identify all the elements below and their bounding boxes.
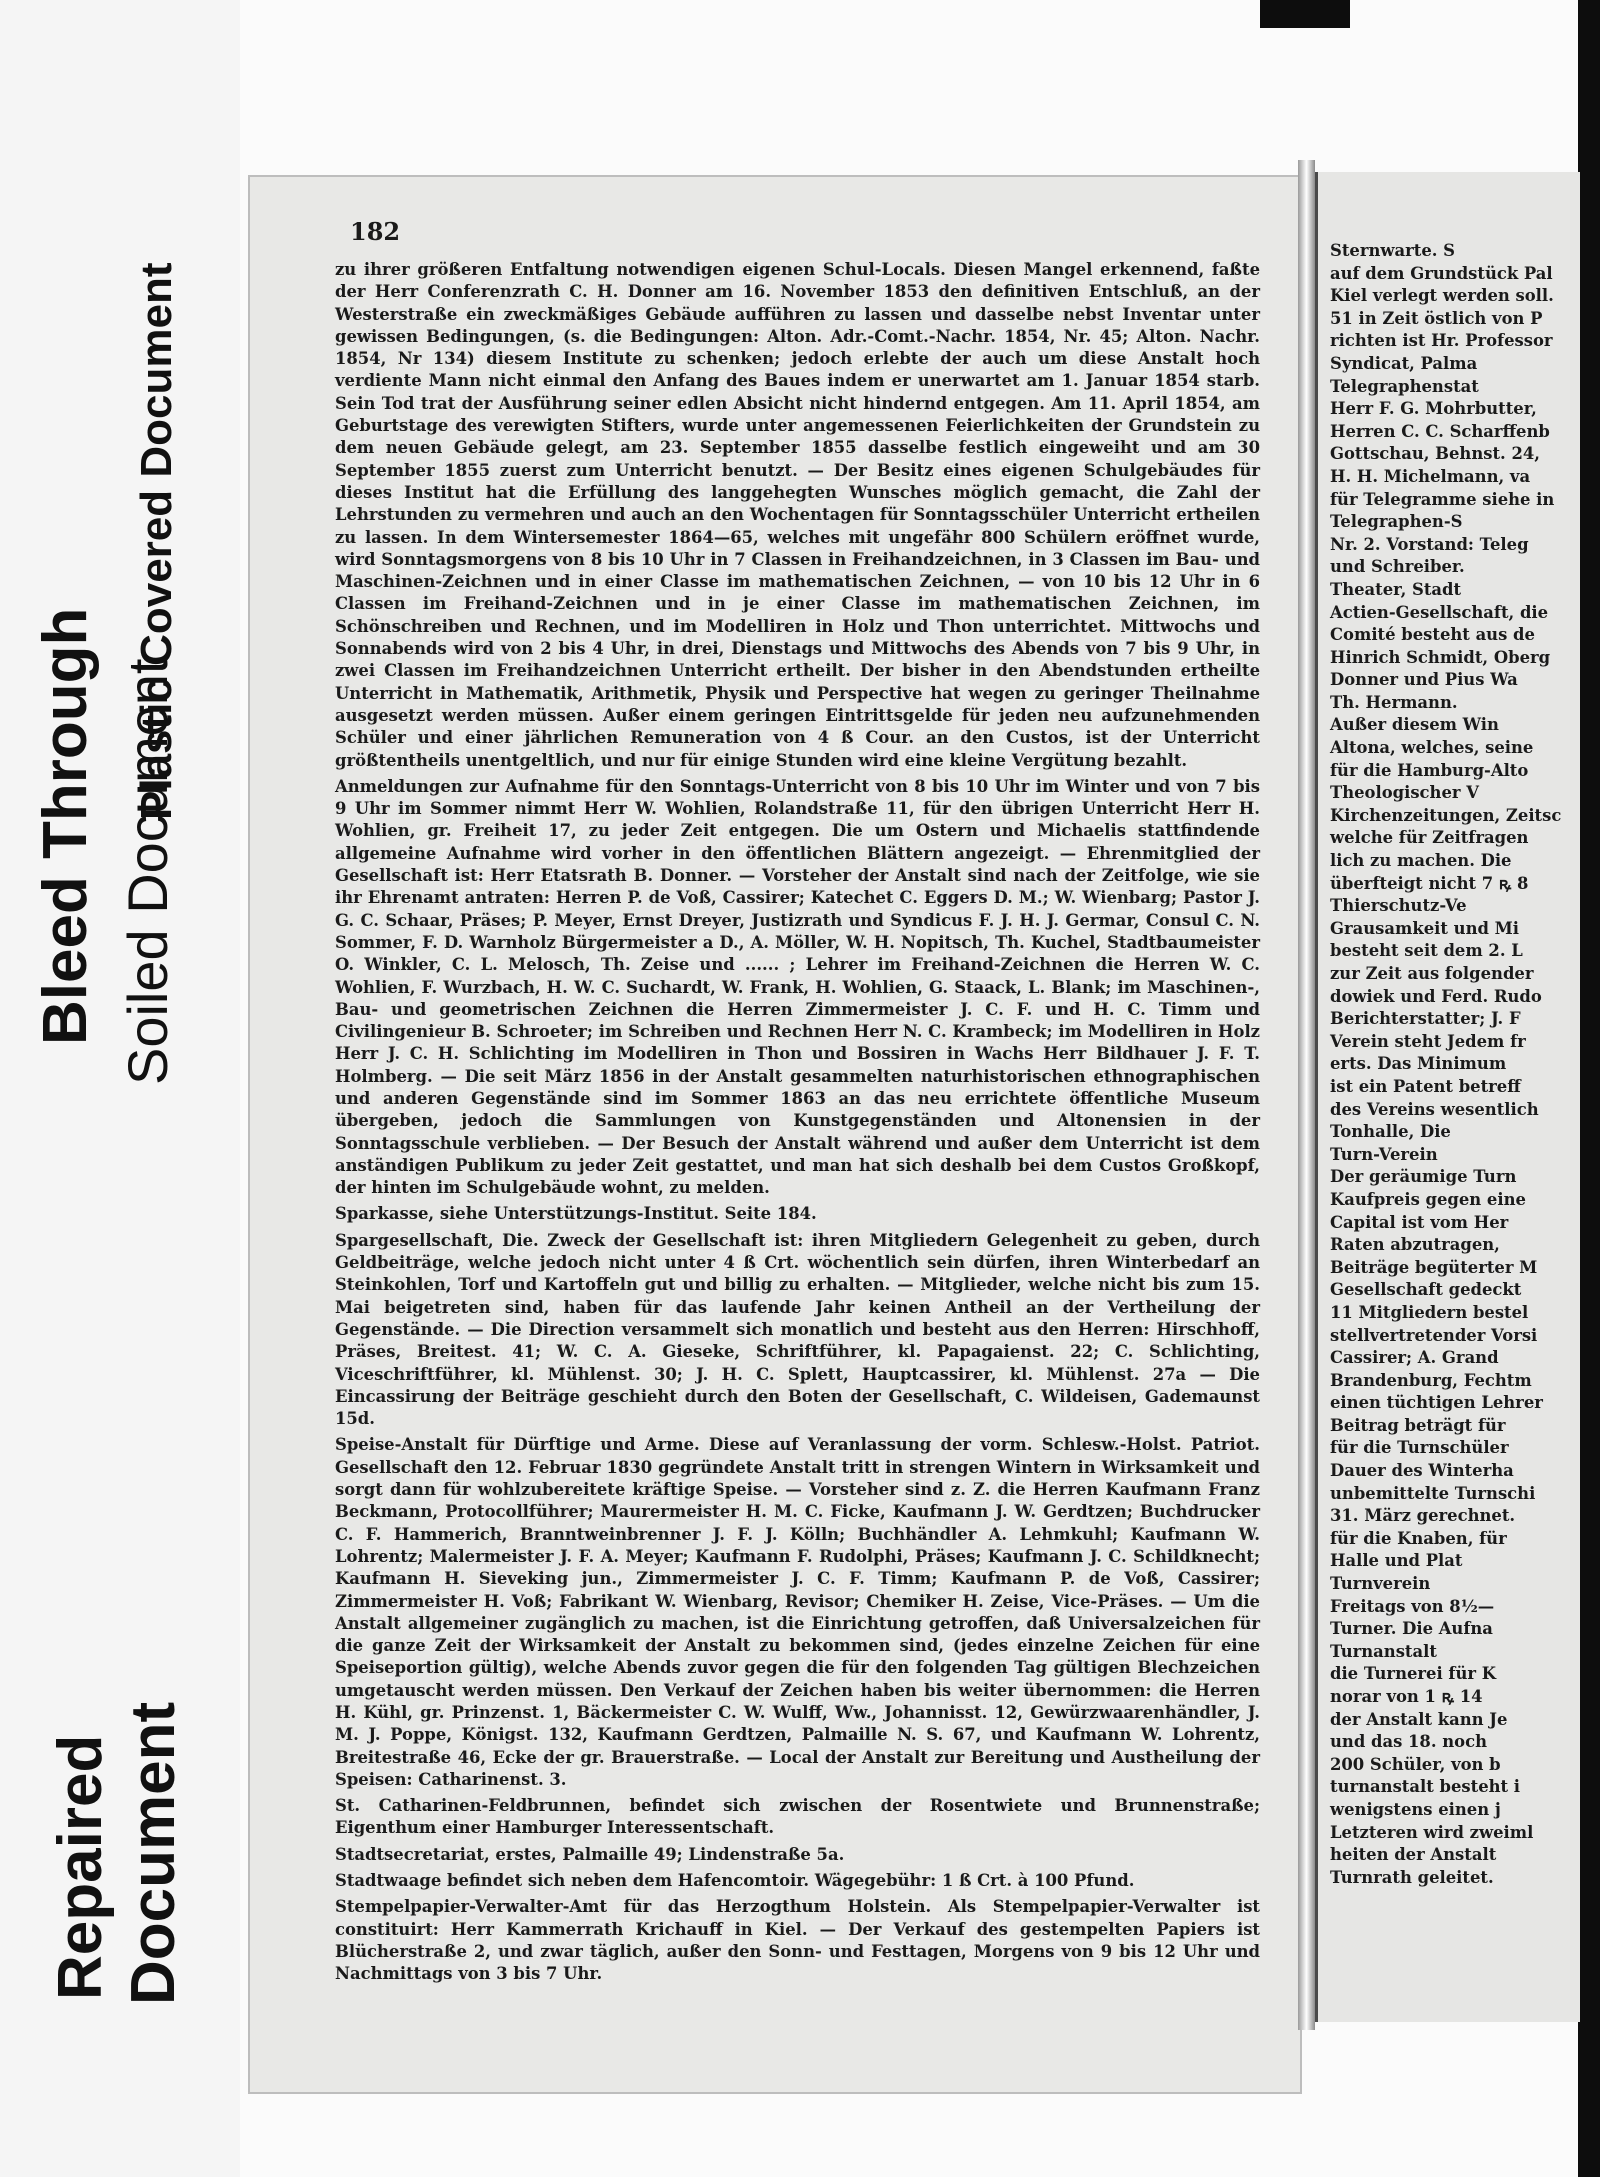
adjacent-page-line: der Anstalt kann Je — [1330, 1709, 1508, 1729]
adjacent-page-line: Freitags von 8½— — [1330, 1596, 1495, 1616]
label-column — [0, 0, 240, 2177]
adjacent-page-line: Capital ist vom Her — [1330, 1212, 1509, 1232]
adjacent-page-line: Verein steht Jedem fr — [1330, 1031, 1526, 1051]
paragraph: zu ihrer größeren Entfaltung notwendigen eigenen Schul-Locals. Diesen Mangel erkennend, faßte der Herr Conferenzrath C. H. Donner am 16. November 1853 den definitiven Entschluß, an der Westerstraße ein zweckmäßiges Gebäude aufführen zu lassen und dasselbe nebst Inventar unter gewissen Bedingungen, (s. die Bedingungen: Alton. Adr.-Comt.-Nachr. 1854, Nr. 45; Alton. Nachr. 1854, Nr 134) diesem Institute zu schenken; jedoch erlebte der auch um diese Anstalt hoch verdiente Mann nicht einmal den Anfang des Baues indem er unerwartet am 1. Januar 1854 starb. Sein Tod trat der Ausführung seiner edlen Absicht nicht hindernd entgegen. Am 11. April 1854, am Geburtstage des verewigten Stifters, wurde unter angemessenen Feierlichkeiten der Grundstein zu dem neuen Gebäude gelegt, am 23. September 1855 dasselbe festlich eingeweiht und am 30 September 1855 zuerst zum Unterricht benutzt. — Der Besitz eines eigenen Schulgebäudes für dieses Institut hat die Erfüllung des langgehegten Wunsches möglich gemacht, die Zahl der Lehrstunden zu vermehren und auch an den Wochentagen für Sonntagsschüler Unterricht ertheilen zu lassen. In dem Wintersemester 1864—65, welches mit ungefähr 800 Schülern eröffnet wurde, wird Sonntagsmorgens von 8 bis 10 Uhr in 7 Classen in Freihandzeichnen, in 3 Classen im Bau- und Maschinen-Zeichnen und in einer Classe im mathematischen Zeichnen, — von 10 bis 12 Uhr in 6 Classen im Freihand-Zeichnen und in je einer Classe im mathematischen Zeichnen, im Schönschreiben und Rechnen, und im Modelliren in Holz und Thon unterrichtet. Mittwochs und Sonnabends wird von 2 bis 4 Uhr, in drei, Dienstags und Mittwochs des Abends von 7 bis 9 Uhr, in zwei Classen im Freihandzeichnen Unterricht ertheilt. Der bisher in den Abendstunden ertheilte Unterricht in Mathematik, Arithmetik, Physik und Perspective hat wegen zu geringer Theilnahme ausgesetzt werden müssen. Außer einem geringen Eintrittsgelde für jeden neu aufzunehmenden Schüler und einer jährlichen Remuneration von 4 ß Cour. an den Custos, ist der Unterricht größtentheils unentgeltlich, und nur für einige Stunden wird eine kleine Vergütung bezahlt. — [335, 260, 1260, 770]
adjacent-page-line: 200 Schüler, von b — [1330, 1754, 1501, 1774]
adjacent-page-line: Turnverein — [1330, 1574, 1431, 1594]
adjacent-page-line: Telegraphen-S — [1330, 512, 1463, 532]
adjacent-page-line: für Telegramme siehe in — [1330, 489, 1555, 509]
adjacent-page-line: für die Knaben, für — [1330, 1528, 1507, 1548]
adjacent-page-line: Kaufpreis gegen eine — [1330, 1189, 1526, 1209]
adjacent-page-line: 11 Mitgliedern bestel — [1330, 1302, 1529, 1322]
label-document: Document — [119, 1701, 188, 2005]
adjacent-page-line: turnanstalt besteht i — [1330, 1777, 1521, 1797]
adjacent-page-line: zur Zeit aus folgender — [1330, 964, 1534, 983]
adjacent-page-line: Grausamkeit und Mi — [1330, 918, 1520, 938]
adjacent-page-line: erts. Das Minimum — [1330, 1054, 1507, 1074]
adjacent-page-line: Tonhalle, Die — [1330, 1122, 1451, 1142]
adjacent-page-line: einen tüchtigen Lehrer — [1330, 1393, 1543, 1413]
adjacent-page-line: Comité besteht aus de — [1330, 625, 1535, 645]
adjacent-page-line: 31. März gerechnet. — [1330, 1506, 1516, 1526]
adjacent-page-line: Gesellschaft gedeckt — [1330, 1280, 1522, 1300]
paragraph: Sparkasse, siehe Unterstützungs-Institut. Seite 184. — [335, 1204, 817, 1224]
adjacent-page-line: für die Hamburg-Alto — [1330, 760, 1529, 780]
adjacent-page-line: norar von 1 ꝶ 14 — [1330, 1687, 1483, 1706]
document-page — [248, 175, 1302, 2094]
page-body — [335, 259, 1260, 1990]
paragraph: Stadtwaage befindet sich neben dem Hafencomtoir. Wägegebühr: 1 ß Crt. à 100 Pfund. — [335, 1871, 1135, 1891]
adjacent-page-line: Herren C. C. Scharffenb — [1330, 421, 1550, 441]
adjacent-page-line: unbemittelte Turnschi — [1330, 1483, 1536, 1503]
paragraph: St. Catharinen-Feldbrunnen, befindet sich zwischen der Rosentwiete und Brunnenstraße; Eigenthum einer Hamburger Interessentschaft. — [335, 1796, 1260, 1838]
adjacent-page-line: und Schreiber. — [1330, 557, 1465, 577]
adjacent-page-line: ist ein Patent betreff — [1330, 1076, 1521, 1096]
adjacent-page-line: wenigstens einen j — [1330, 1799, 1501, 1819]
adjacent-page-line: Turn-Verein — [1330, 1144, 1438, 1164]
page-number: 182 — [350, 217, 401, 246]
adjacent-page-line: Th. Hermann. — [1330, 692, 1458, 712]
adjacent-page-line: Nr. 2. Vorstand: Teleg — [1330, 534, 1529, 554]
adjacent-page-line: die Turnerei für K — [1330, 1664, 1496, 1684]
label-soiled-document: Soiled Document — [116, 658, 179, 1085]
adjacent-page-line: H. H. Michelmann, va — [1330, 466, 1531, 486]
adjacent-page-line: Syndicat, Palma — [1330, 353, 1478, 373]
adjacent-page-line: Der geräumige Turn — [1330, 1167, 1517, 1187]
adjacent-page-line: Sternwarte. S — [1330, 241, 1456, 260]
adjacent-page-line: Beiträge begüterter M — [1330, 1257, 1538, 1277]
adjacent-page-line: Altona, welches, seine — [1330, 738, 1534, 758]
adjacent-page-line: Thierschutz-Ve — [1330, 896, 1467, 916]
paragraph: Stempelpapier-Verwalter-Amt für das Herzogthum Holstein. Als Stempelpapier-Verwalter ist constituirt: Herr Kammerrath Krichauff in Kiel. — Der Verkauf des gestempelten Papiers ist Blücherstraße 2, und zwar täglich, außer den Sonn- und Festtagen, Morgens von 9 bis 12 Uhr und Nachmittags von 3 bis 7 Uhr. — [335, 1897, 1260, 1984]
scanned-image — [240, 0, 1600, 2177]
adjacent-page-line: Halle und Plat — [1330, 1551, 1463, 1571]
adjacent-page-line: Herr F. G. Mohrbutter, — [1330, 399, 1537, 419]
adjacent-page-line: Letzteren wird zweiml — [1330, 1822, 1534, 1842]
adjacent-page-line: lich zu machen. Die — [1330, 851, 1512, 871]
adjacent-page-line: Theater, Stadt — [1330, 579, 1462, 599]
adjacent-page-line: Kiel verlegt werden soll. — [1330, 286, 1554, 306]
paragraph: Anmeldungen zur Aufnahme für den Sonntags-Unterricht von 8 bis 10 Uhr im Winter und von 7 bis 9 Uhr im Sommer nimmt Herr W. Wohlien, Rolandstraße 11, für den übrigen Unterricht Herr H. Wohlien, gr. Freiheit 17, zu jeder Zeit entgegen. Die um Ostern und Michaelis stattfindende allgemeine Aufnahme wird vorher in den öffentlichen Blättern angezeigt. — Ehrenmitglied der Gesellschaft ist: Herr Etatsrath B. Donner. — Vorsteher der Anstalt sind nach der Zeitfolge, wie sie ihr Ehrenamt antraten: Herren P. de Voß, Cassirer; Katechet C. Eggers D. M.; W. Wienbarg; Pastor J. G. C. Schaar, Präses; P. Meyer, Ernst Dreyer, Justizrath und Syndicus F. J. H. J. Germar, Consul C. N. Sommer, F. D. Warnholz Bürgermeister a D., A. Möller, W. H. Nopitsch, Th. Kuchel, Stadtbaumeister O. Winkler, C. L. Melosch, Th. Zeise und ...... ; Lehrer im Freihand-Zeichnen die Herren W. C. Wohlien, F. Wurzbach, H. W. C. Suchardt, W. Frank, H. Wohlien, G. Staack, L. Blank; im Maschinen-, Bau- und geometrischen Zeichnen die Herren Zimmermeister J. C. F. und H. C. Timm und Civilingenieur B. Schroeter; im Schreiben und Rechnen Herr N. C. Krambeck; im Modelliren in Holz Herr J. C. H. Schlichting im Modelliren in Thon und Bossiren in Wachs Herr Bildhauer J. F. T. Holmberg. — Die seit März 1856 in der Anstalt gesammelten naturhistorischen ethnographischen und anderen Gegenstände sind im Sommer 1863 an das neu errichtete öffentliche Museum übergeben, jedoch die Sammlungen von Kunstgegenständen und Altonensien in der Sonntagsschule verblieben. — Der Besuch der Anstalt während und außer dem Unterricht ist dem anständigen Publikum zu jeder Zeit gestattet, und man hat sich deshalb bei dem Custos Großkopf, der hinten im Schulgebäude wohnt, zu melden. — [335, 776, 1260, 1198]
page-fold — [1298, 160, 1315, 2030]
adjacent-page-line: und das 18. noch — [1330, 1732, 1487, 1752]
adjacent-page-line: Dauer des Winterha — [1330, 1461, 1514, 1481]
adjacent-page-line: Actien-Gesellschaft, die — [1330, 602, 1549, 622]
paragraph: Stadtsecretariat, erstes, Palmaille 49; Lindenstraße 5a. — [335, 1844, 845, 1864]
adjacent-page-line: dowiek und Ferd. Rudo — [1330, 986, 1542, 1006]
adjacent-page-line: des Vereins wesentlich — [1330, 1099, 1539, 1119]
paragraph: Speise-Anstalt für Dürftige und Arme. Diese auf Veranlassung der vorm. Schlesw.-Holst. Patriot. Gesellschaft den 12. Februar 1830 gegründete Anstalt tritt in strengen Wintern in Wirksamkeit und sorgt dann für wohlzubereitete kräftige Speise. — Vorsteher sind z. Z. die Herren Kaufmann Franz Beckmann, Protocollführer; Maurermeister H. M. C. Ficke, Kaufmann J. W. Gerdtzen; Buchdrucker C. F. Hammerich, Branntweinbrenner J. F. J. Kölln; Buchhändler A. Lehmkuhl; Kaufmann W. Lohrentz; Malermeister J. F. A. Meyer; Kaufmann F. Rudolphi, Präses; Kaufmann J. C. Schildknecht; Kaufmann H. Sieveking jun., Zimmermeister J. C. F. Timm; Kaufmann P. de Voß, Cassirer; Zimmermeister H. Voß; Fabrikant W. Wienbarg, Revisor; Chemiker H. Zeise, Vice-Präses. — Um die Anstalt allgemeiner zugänglich zu machen, ist die Einrichtung getroffen, daß Universalzeichen für die ganze Zeit der Wirksamkeit der Anstalt zu bekommen sind, (jedes einzelne Zeichen für eine Speiseportion gültig), welche Abends zuvor gegen die für den folgenden Tag gültigen Blechzeichen umgetauscht werden müssen. Den Verkauf der Zeichen haben bis weiter übernommen: die Herren H. Kühl, gr. Prinzenst. 1, Bäckermeister C. W. Wulff, Ww., Johannisst. 12, Gewürzwaarenhändler, J. M. J. Poppe, Königst. 132, Kaufmann Gerdtzen, Palmaille N. S. 67, und Kaufmann W. Lohrentz, Breitestraße 46, Ecke der gr. Brauerstraße. — Local der Anstalt zur Bereitung und Austheilung der Speisen: Catharinenst. 3. — [335, 1435, 1260, 1789]
adjacent-page-line: Außer diesem Win — [1330, 715, 1499, 735]
adjacent-page-line: stellvertretender Vorsi — [1330, 1325, 1538, 1345]
adjacent-page-line: überfteigt nicht 7 ꝶ 8 — [1330, 873, 1529, 893]
adjacent-page-line: besteht seit dem 2. L — [1330, 941, 1523, 961]
adjacent-page-line: richten ist Hr. Professor — [1330, 331, 1553, 351]
adjacent-page-line: Turner. Die Aufna — [1330, 1619, 1493, 1639]
scan-dark-edge-top — [1260, 0, 1350, 28]
adjacent-page-text — [1330, 240, 1580, 1889]
scan-dark-edge-right — [1578, 0, 1600, 2177]
adjacent-page-line: Cassirer; A. Grand — [1330, 1348, 1499, 1368]
adjacent-page-line: heiten der Anstalt — [1330, 1845, 1497, 1865]
adjacent-page-line: Berichterstatter; J. F — [1330, 1009, 1521, 1029]
adjacent-page-line: Kirchenzeitungen, Zeitsc — [1330, 805, 1562, 825]
adjacent-page-line: Donner und Pius Wa — [1330, 670, 1518, 690]
adjacent-page-line: welche für Zeitfragen — [1330, 828, 1529, 848]
adjacent-page-line: Hinrich Schmidt, Oberg — [1330, 647, 1551, 667]
label-bleed-through: Bleed Through — [31, 607, 100, 1045]
adjacent-page — [1315, 172, 1580, 2022]
adjacent-page-line: Beitrag beträgt für — [1330, 1415, 1506, 1435]
label-plastic-covered-document: Plastic Covered Document — [132, 262, 181, 820]
adjacent-page-line: Gottschau, Behnst. 24, — [1330, 444, 1540, 464]
adjacent-page-line: 51 in Zeit östlich von P — [1330, 308, 1543, 328]
adjacent-page-line: Brandenburg, Fechtm — [1330, 1370, 1532, 1390]
adjacent-page-line: auf dem Grundstück Pal — [1330, 263, 1553, 283]
adjacent-page-line: Turnanstalt — [1330, 1641, 1437, 1661]
adjacent-page-line: Telegraphenstat — [1330, 376, 1479, 396]
paragraph: Spargesellschaft, Die. Zweck der Gesellschaft ist: ihren Mitgliedern Gelegenheit zu geben, durch Geldbeiträge, welche jedoch nicht unter 4 ß Crt. wöchentlich sein dürfen, ihren Winterbedarf an Steinkohlen, Torf und Kartoffeln gut und billig zu erhalten. — Mitglieder, welche nicht bis zum 15. Mai beigetreten sind, haben für das laufende Jahr keinen Antheil an der Vertheilung der Gegenstände. — Die Direction versammelt sich monatlich und besteht aus den Herren: Hirschhoff, Präses, Breitest. 41; W. C. A. Gieseke, Schriftführer, kl. Papagaienst. 22; C. Schlichting, Viceschriftführer, kl. Mühlenst. 30; J. H. C. Splett, Hauptcassirer, kl. Mühlenst. 27a — Die Eincassirung der Beiträge geschieht durch den Boten der Gesellschaft, C. Wildeisen, Gademaunst 15d. — [335, 1230, 1260, 1429]
adjacent-page-line: für die Turnschüler — [1330, 1438, 1509, 1458]
adjacent-page-line: Raten abzutragen, — [1330, 1235, 1500, 1255]
adjacent-page-line: Turnrath geleitet. — [1330, 1867, 1494, 1887]
label-repaired: Repaired — [46, 1734, 115, 2000]
adjacent-page-line: Theologischer V — [1330, 783, 1479, 803]
